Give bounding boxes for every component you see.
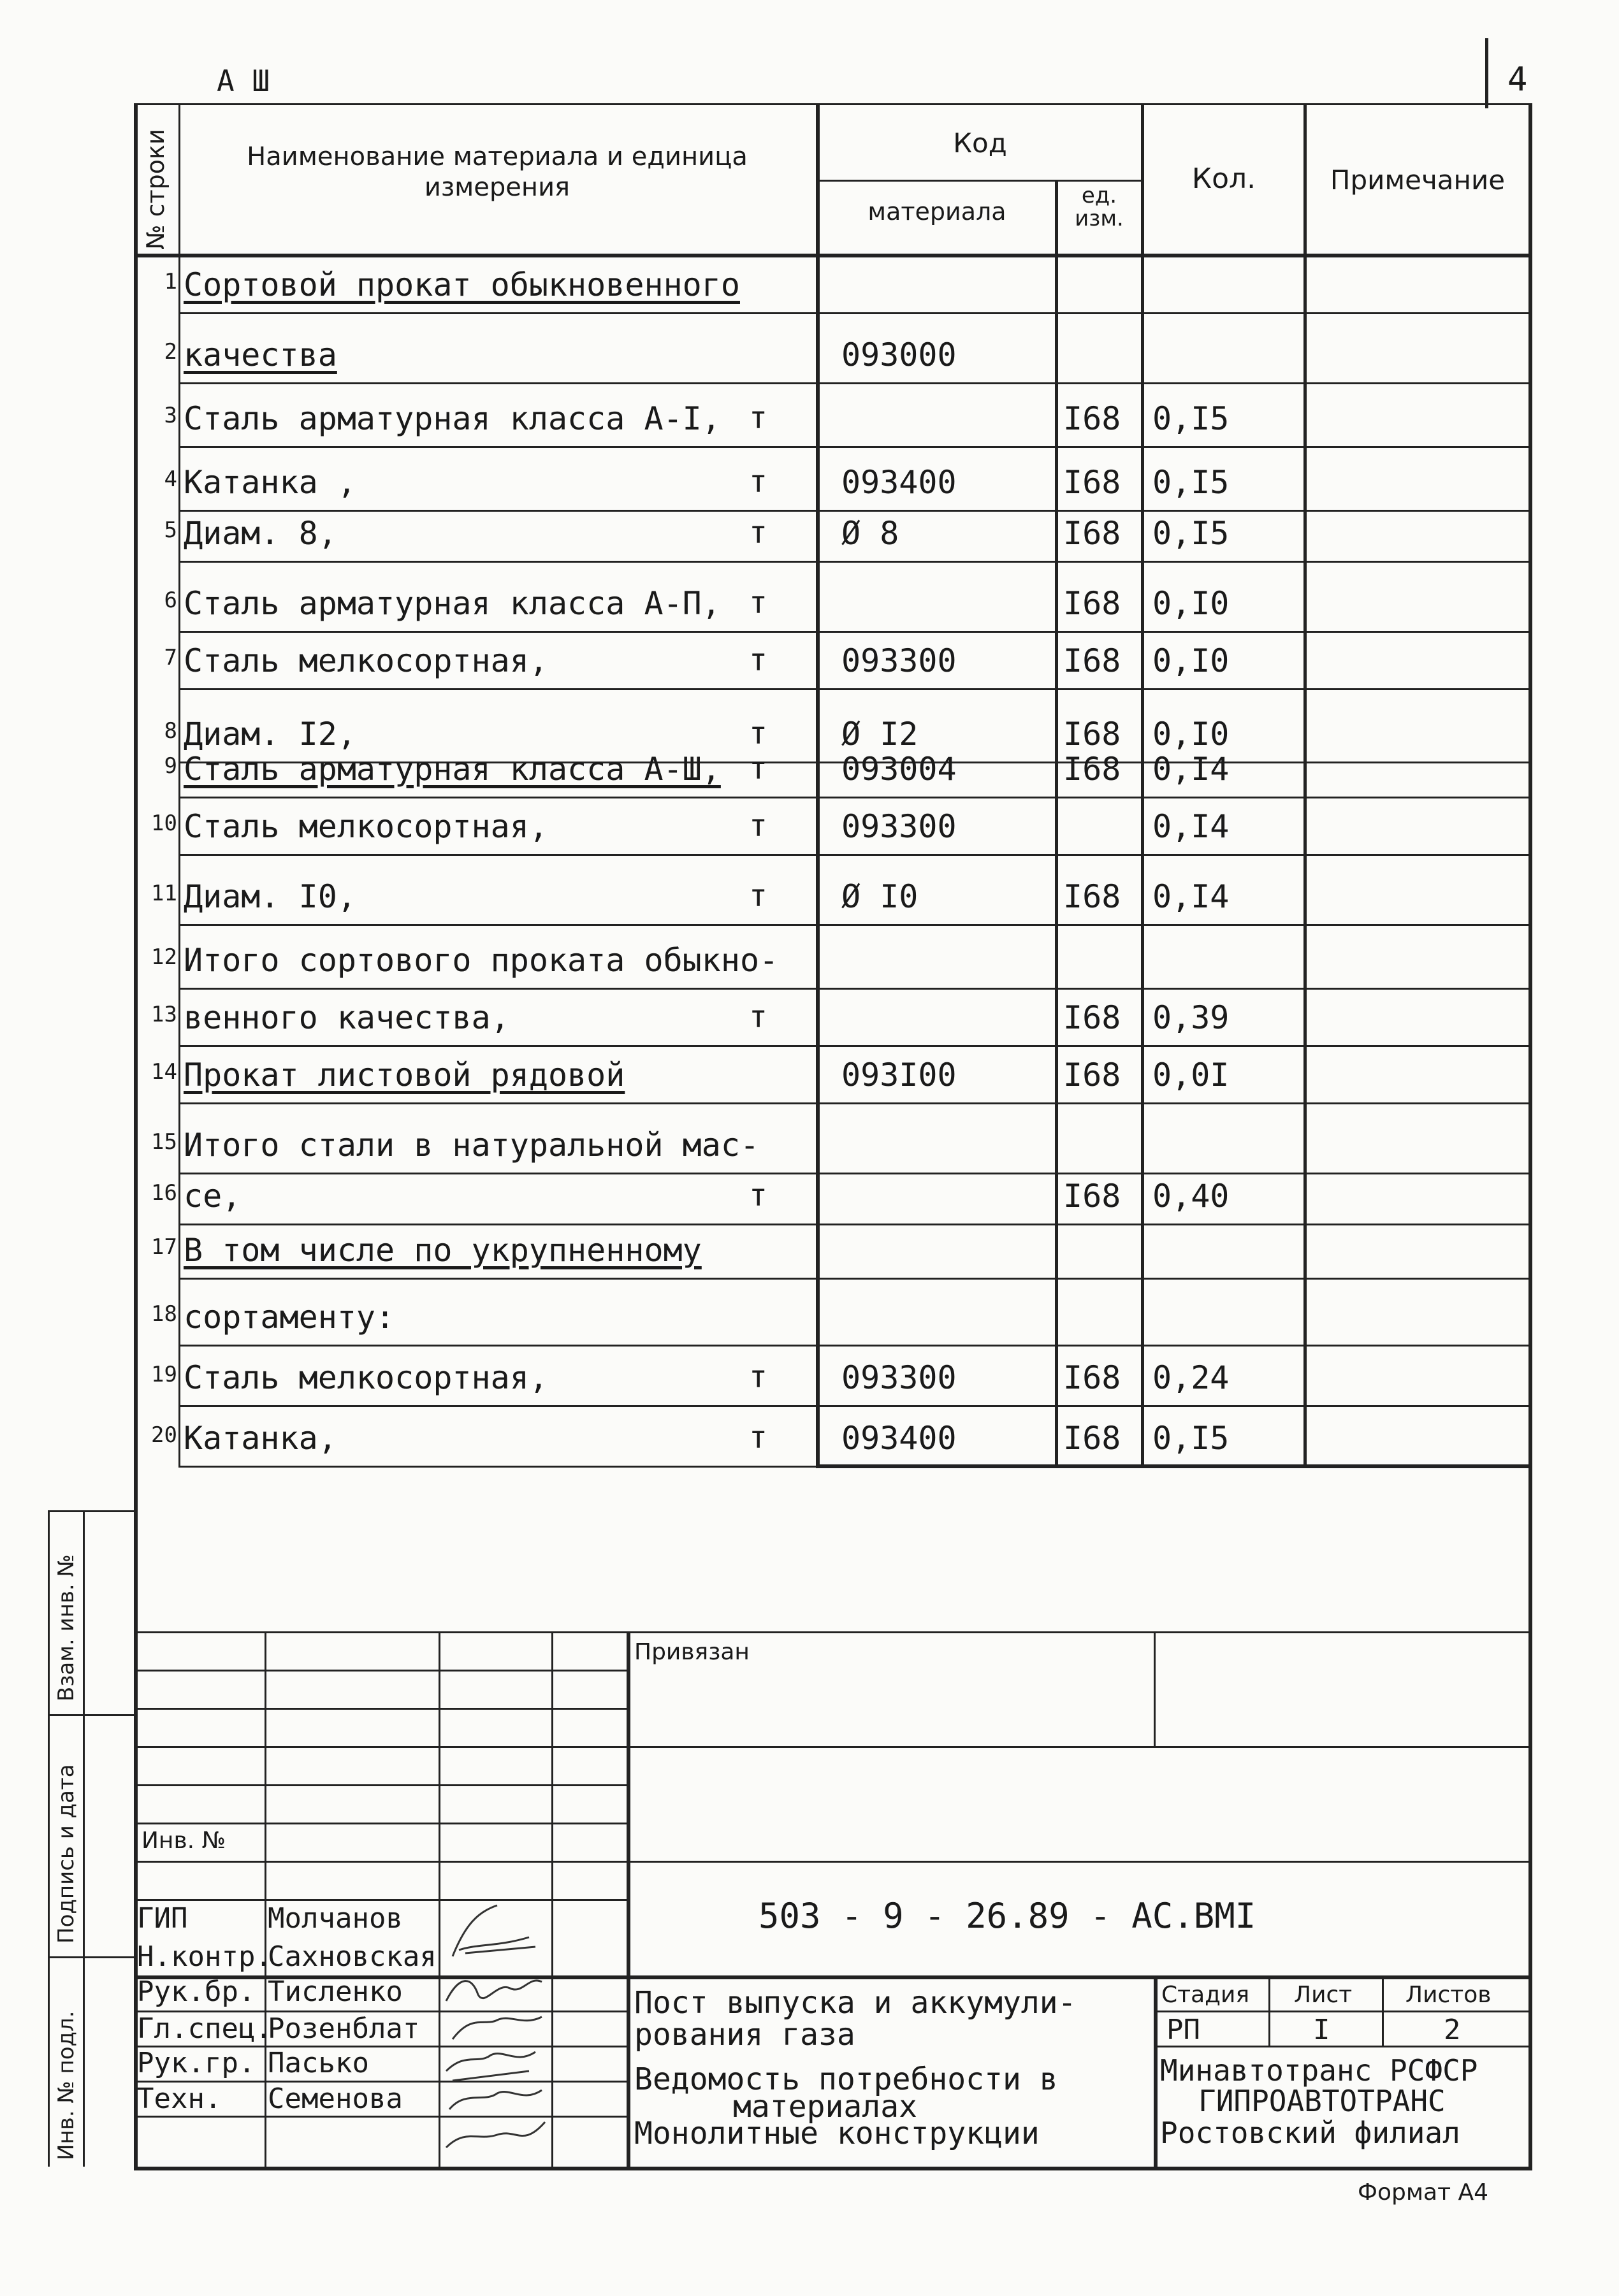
sheet-label: Лист (1294, 1982, 1353, 2008)
signature-rukbr (453, 2017, 542, 2039)
header-code-material: материала (868, 198, 1006, 226)
stamp-person-name: Тисленко (268, 1975, 403, 2008)
quantity-value: 0,24 (1152, 1359, 1230, 1396)
material-name: Итого сортового проката обыкно- (184, 942, 779, 979)
side-strip-div2 (48, 1956, 136, 1958)
material-name: Катанка , (184, 464, 356, 501)
stamp-privyazan: Привязан (634, 1639, 750, 1665)
quantity-value: 0,I5 (1152, 1420, 1230, 1457)
stamp-h-stage (1154, 2011, 1532, 2012)
material-name: Диам. 8, (184, 515, 337, 552)
quantity-value: 0,I4 (1152, 878, 1230, 915)
unit-value: т (749, 716, 767, 751)
unit-code: I68 (1063, 999, 1121, 1036)
row-number: 6 (164, 588, 177, 613)
stamp-v-priv (1154, 1631, 1156, 1746)
unit-value: т (749, 464, 767, 500)
quantity-value: 0,40 (1152, 1178, 1230, 1215)
quantity-value: 0,I5 (1152, 400, 1230, 437)
header-note: Примечание (1330, 164, 1506, 196)
unit-value: т (749, 999, 767, 1035)
unit-code: I68 (1063, 585, 1121, 622)
sheet-line2: материалах (733, 2089, 917, 2125)
sheets-label: Листов (1405, 1982, 1492, 2008)
material-code: 093400 (841, 464, 957, 501)
unit-value: т (749, 808, 767, 844)
side-strip-top (48, 1510, 136, 1512)
stamp-h4 (134, 1784, 628, 1786)
material-code: Ø I2 (841, 716, 918, 753)
row-number: 18 (151, 1301, 177, 1327)
row-line (178, 1405, 1528, 1407)
signature-glspec (446, 2052, 535, 2081)
material-name: венного качества, (184, 999, 510, 1036)
material-name: Катанка, (184, 1420, 337, 1457)
row-line (178, 1045, 1528, 1047)
row-number: 10 (151, 811, 177, 836)
material-name: В том числе по укрупненному (184, 1232, 702, 1269)
row-line (178, 1173, 1528, 1174)
stamp-role: Гл.спец. (137, 2012, 272, 2045)
material-name: Сортовой прокат обыкновенного (184, 266, 740, 303)
side-strip-right (83, 1510, 85, 2167)
object-line2: рования газа (634, 2017, 855, 2053)
org-line3: Ростовский филиал (1160, 2116, 1460, 2150)
stamp-role: Рук.бр. (137, 1975, 256, 2008)
row-number: 5 (164, 517, 177, 543)
row-line (178, 924, 1528, 926)
unit-value: т (749, 1359, 767, 1395)
row-line (178, 1466, 1528, 1468)
quantity-value: 0,I0 (1152, 642, 1230, 679)
row-line (178, 446, 1528, 448)
unit-value: т (749, 1178, 767, 1213)
row-line (178, 510, 1528, 512)
quantity-value: 0,I5 (1152, 515, 1230, 552)
unit-value: т (749, 400, 767, 436)
signature-nkontr (446, 1981, 542, 2001)
row-line (178, 797, 1528, 798)
unit-code: I68 (1063, 515, 1121, 552)
header-qty: Кол. (1191, 162, 1256, 195)
side-label-inv-podl: Инв. № подл. (54, 2011, 79, 2160)
sheet-line3: Монолитные конструкции (634, 2116, 1040, 2151)
unit-value: т (749, 585, 767, 621)
stamp-top-line (134, 1631, 1532, 1633)
sheet-value: I (1313, 2014, 1330, 2046)
stamp-h5 (134, 1823, 628, 1824)
stamp-h2 (134, 1708, 628, 1710)
material-name: качества (184, 336, 337, 373)
material-name: Сталь арматурная класса А-I, (184, 400, 721, 437)
unit-value: т (749, 515, 767, 551)
org-line1: Минавтотранс РСФСР (1160, 2053, 1478, 2088)
row-number: 13 (151, 1002, 177, 1027)
unit-value: т (749, 642, 767, 678)
row-number: 19 (151, 1362, 177, 1387)
material-name: Диам. I2, (184, 716, 356, 753)
top-marks: А Ш (217, 64, 270, 98)
material-name: Сталь мелкосортная, (184, 808, 548, 845)
quantity-value: 0,I4 (1152, 808, 1230, 845)
stage-label: Стадия (1161, 1982, 1250, 2008)
stamp-h7 (134, 1899, 628, 1901)
stamp-doc-code: 503 - 9 - 26.89 - АС.ВМI (759, 1896, 1256, 1936)
row-number: 9 (164, 753, 177, 779)
material-code: Ø I0 (841, 878, 918, 915)
unit-code: I68 (1063, 751, 1121, 788)
row-line (178, 1345, 1528, 1347)
row-line (178, 631, 1528, 633)
stamp-h-org (1154, 2046, 1532, 2047)
unit-code: I68 (1063, 400, 1121, 437)
row-number: 1 (164, 269, 177, 294)
material-name: Итого стали в натуральной мас- (184, 1127, 760, 1164)
stamp-role: Техн. (137, 2083, 222, 2115)
stamp-h1 (134, 1670, 628, 1671)
page-number: 4 (1507, 61, 1528, 99)
unit-value: т (749, 878, 767, 914)
material-code: 093I00 (841, 1057, 957, 1094)
header-row-no: № строки (142, 129, 170, 250)
stamp-role: Рук.гр. (137, 2047, 256, 2079)
row-line (178, 312, 1528, 314)
row-number: 3 (164, 403, 177, 428)
row-number: 14 (151, 1059, 177, 1085)
side-strip-div1 (48, 1714, 136, 1716)
stamp-v-org (1154, 1975, 1158, 2167)
sheets-value: 2 (1444, 2014, 1461, 2046)
unit-value: т (749, 751, 767, 786)
unit-code: I68 (1063, 464, 1121, 501)
format-label: Формат А4 (1358, 2179, 1489, 2206)
unit-code: I68 (1063, 1178, 1121, 1215)
header-name: Наименование материала и единица измерения (247, 142, 748, 202)
material-name: Сталь арматурная класса А-Ш, (184, 751, 721, 788)
material-code: Ø 8 (841, 515, 899, 552)
unit-code: I68 (1063, 716, 1121, 753)
stamp-h3 (134, 1746, 1532, 1748)
side-label-vzam: Взам. инв. № (54, 1554, 79, 1701)
stamp-h6 (134, 1861, 1532, 1863)
row-number: 20 (151, 1422, 177, 1448)
unit-code: I68 (1063, 1057, 1121, 1094)
row-line (178, 688, 1528, 690)
row-number: 4 (164, 466, 177, 492)
row-number: 8 (164, 718, 177, 744)
row-number: 11 (151, 881, 177, 906)
row-number: 16 (151, 1180, 177, 1206)
material-name: сортаменту: (184, 1299, 395, 1336)
stamp-person-name: Молчанов (268, 1902, 403, 1935)
unit-code: I68 (1063, 1359, 1121, 1396)
stamp-person-name: Семенова (268, 2083, 403, 2115)
unit-code: I68 (1063, 1420, 1121, 1457)
material-name: Сталь мелкосортная, (184, 642, 548, 679)
stamp-person-name: Розенблат (268, 2012, 420, 2045)
row-number: 17 (151, 1234, 177, 1260)
signature-gip (453, 1905, 535, 1956)
material-name: Диам. I0, (184, 878, 356, 915)
row-number: 7 (164, 645, 177, 670)
signatures (440, 1899, 551, 2167)
stamp-h12 (134, 2116, 628, 2118)
quantity-value: 0,I0 (1152, 585, 1230, 622)
quantity-value: 0,39 (1152, 999, 1230, 1036)
signature-tehn (446, 2122, 545, 2148)
row-line (178, 382, 1528, 384)
header-code-unit: ед. изм. (1075, 183, 1124, 231)
row-number: 15 (151, 1129, 177, 1155)
stamp-role: Н.контр. (137, 1940, 272, 1973)
unit-code: I68 (1063, 642, 1121, 679)
row-number: 2 (164, 339, 177, 365)
object-line1: Пост выпуска и аккумули- (634, 1985, 1077, 2021)
material-name: Прокат листовой рядовой (184, 1057, 625, 1094)
material-code: 093004 (841, 751, 957, 788)
stamp-inv-no: Инв. № (142, 1828, 226, 1854)
signature-rukgr (449, 2090, 542, 2109)
side-strip-left (48, 1510, 50, 2167)
stamp-role: ГИП (137, 1902, 188, 1935)
material-code: 093300 (841, 1359, 957, 1396)
material-code: 093300 (841, 808, 957, 845)
unit-code: I68 (1063, 878, 1121, 915)
header-code: Код (953, 127, 1007, 159)
quantity-value: 0,I0 (1152, 716, 1230, 753)
row-line (178, 1102, 1528, 1104)
row-number: 12 (151, 944, 177, 970)
quantity-value: 0,0I (1152, 1057, 1230, 1094)
quantity-value: 0,I5 (1152, 464, 1230, 501)
material-code: 093400 (841, 1420, 957, 1457)
material-code: 093000 (841, 336, 957, 373)
row-line (178, 561, 1528, 563)
row-line (178, 854, 1528, 856)
stamp-person-name: Пасько (268, 2047, 369, 2079)
side-label-podpis: Подпись и дата (54, 1764, 79, 1944)
stamp-person-name: Сахновская (268, 1940, 437, 1973)
quantity-value: 0,I4 (1152, 751, 1230, 788)
sheet-line1: Ведомость потребности в (634, 2061, 1058, 2097)
material-name: се, (184, 1178, 242, 1215)
material-name: Сталь мелкосортная, (184, 1359, 548, 1396)
org-line2: ГИПРОАВТОТРАНС (1198, 2084, 1446, 2118)
material-code: 093300 (841, 642, 957, 679)
row-line (178, 988, 1528, 990)
unit-value: т (749, 1420, 767, 1455)
row-line (178, 1224, 1528, 1225)
material-name: Сталь арматурная класса А-П, (184, 585, 721, 622)
row-line (178, 1278, 1528, 1280)
stage-value: РП (1166, 2014, 1200, 2046)
